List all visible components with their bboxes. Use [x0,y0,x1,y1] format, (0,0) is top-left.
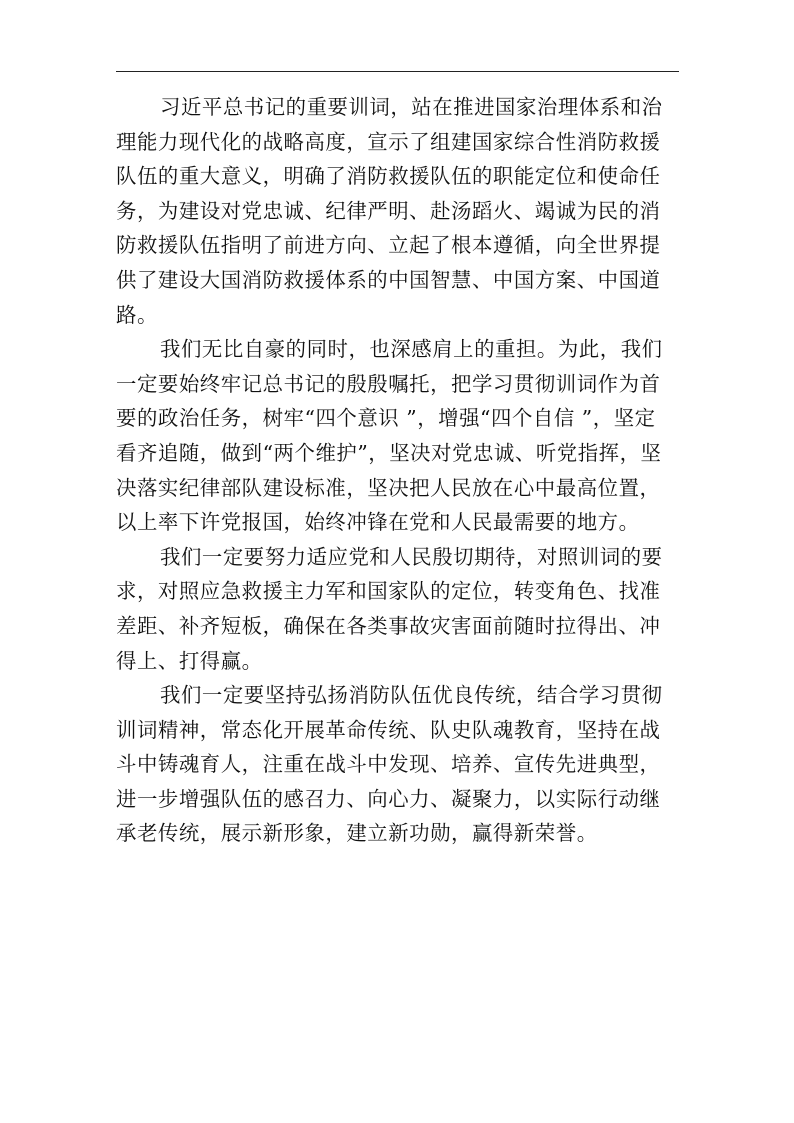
text-line: 决落实纪律部队建设标准，坚决把人民放在心中最高位置， [116,475,661,500]
paragraph-2 [116,332,679,540]
text-line: 队伍的重大意义，明确了消防救援队伍的职能定位和使命任 [116,164,661,189]
text-line: 我们无比自豪的同时，也深感肩上的重担。为此，我们 [160,337,663,362]
text-line: 我们一定要坚持弘扬消防队伍优良传统，结合学习贯彻 [160,683,663,708]
text-line: 要的政治任务，树牢“四个意识 ”，增强“四个自信 ”，坚定 [116,406,656,431]
text-line: 我们一定要努力适应党和人民殷切期待，对照训词的要 [160,544,663,569]
text-line: 得上、打得赢。 [116,648,263,673]
text-line: 斗中铸魂育人，注重在战斗中发现、培养、宣传先进典型， [116,752,661,777]
text-line: 防救援队伍指明了前进方向、立起了根本遵循，向全世界提 [116,233,661,258]
text-line: 训词精神，常态化开展革命传统、队史队魂教育，坚持在战 [116,717,661,742]
paragraph-3 [116,540,679,678]
text-line: 差距、补齐短板，确保在各类事故灾害面前随时拉得出、冲 [116,613,661,638]
document-body [116,90,679,851]
text-line: 理能力现代化的战略高度，宣示了组建国家综合性消防救援 [116,129,661,154]
text-line: 路。 [116,302,158,327]
text-line: 习近平总书记的重要训词，站在推进国家治理体系和治 [160,95,663,119]
header-rule [116,71,679,72]
text-line: 进一步增强队伍的感召力、向心力、凝聚力，以实际行动继 [116,786,661,811]
text-line: 承老传统，展示新形象，建立新功勋，赢得新荣誉。 [116,821,598,846]
paragraph-4 [116,678,679,851]
text-line: 务，为建设对党忠诚、纪律严明、赴汤蹈火、竭诚为民的消 [116,198,661,223]
text-line: 求，对照应急救援主力军和国家队的定位，转变角色、找准 [116,579,661,604]
text-line: 看齐追随，做到“两个维护”，坚决对党忠诚、听党指挥，坚 [116,440,662,465]
text-line: 一定要始终牢记总书记的殷殷嘱托，把学习贯彻训词作为首 [116,371,661,396]
text-line: 供了建设大国消防救援体系的中国智慧、中国方案、中国道 [116,267,661,292]
text-line: 以上率下许党报国，始终冲锋在党和人民最需要的地方。 [116,510,640,535]
paragraph-1 [116,90,679,332]
